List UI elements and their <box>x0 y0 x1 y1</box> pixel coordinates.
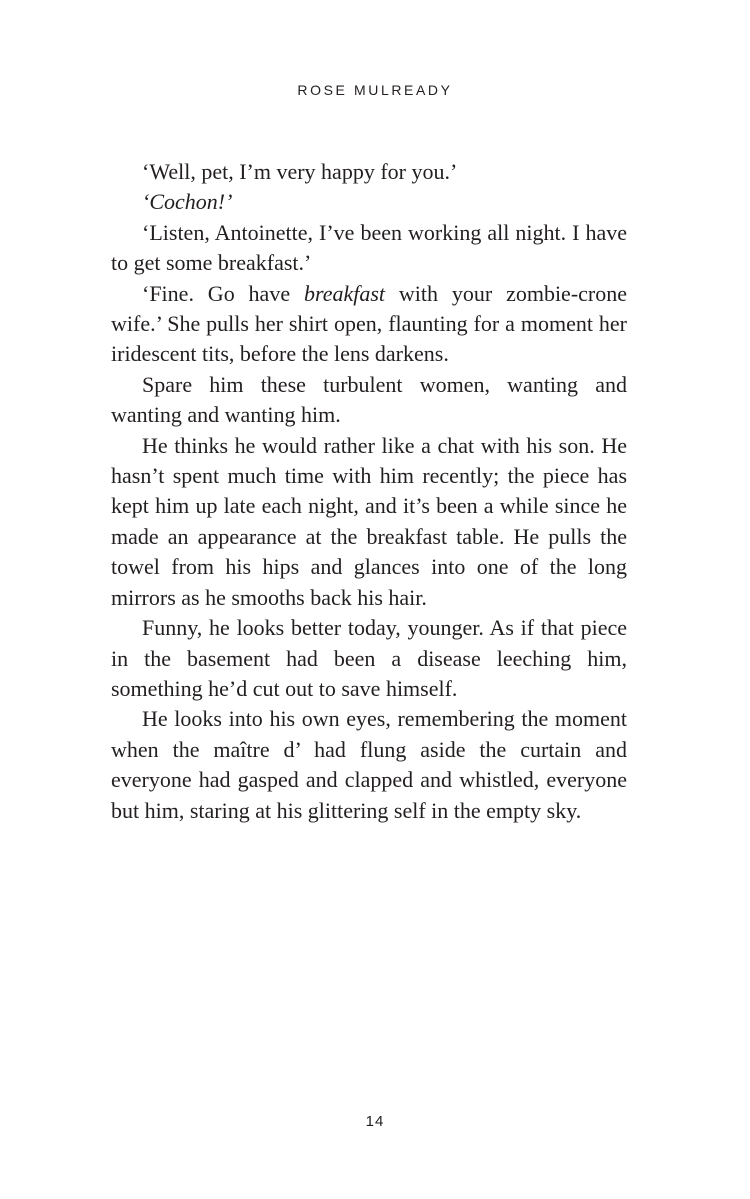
paragraph-text: with your zombie-crone wife.’ She pulls her shirt open, flaunting for a moment her iridescent tits, before the lens darkens. <box>111 280 628 367</box>
paragraph: ‘Listen, Antoinette, I’ve been working all night. I have to get some breakfast.’ <box>111 219 627 276</box>
paragraph: He thinks he would rather like a chat with his son. He hasn’t spent much time with him recently; the piece has kept him up late each night, and it’s been a while since he made an appearance at the breakfast table. He pulls the towel from his hips and glances into one of the long mirrors as he smooths back his hair. <box>111 432 627 610</box>
paragraph-text: ‘Fine. Go have <box>142 280 304 306</box>
emphasized-word: breakfast <box>303 280 386 306</box>
paragraph <box>111 279 627 370</box>
paragraph: Funny, he looks better today, younger. As if that piece in the basement had been a disease leeching him, something he’d cut out to save himself. <box>111 615 627 701</box>
page-number: 14 <box>365 1113 385 1130</box>
paragraph: Spare him these turbulent women, wanting and wanting and wanting him. <box>111 371 627 428</box>
running-head: ROSE MULREADY <box>297 82 453 98</box>
paragraph: He looks into his own eyes, remembering the moment when the maître d’ had flung aside the curtain and everyone had gasped and clapped and whistled, everyone but him, staring at his glittering self in the empty sky. <box>111 706 627 823</box>
paragraph: ‘Well, pet, I’m very happy for you.’ <box>142 159 458 184</box>
italic-dialogue: ‘Cochon!’ <box>142 189 233 215</box>
paragraph-italic <box>111 187 627 217</box>
body-text <box>111 157 627 826</box>
